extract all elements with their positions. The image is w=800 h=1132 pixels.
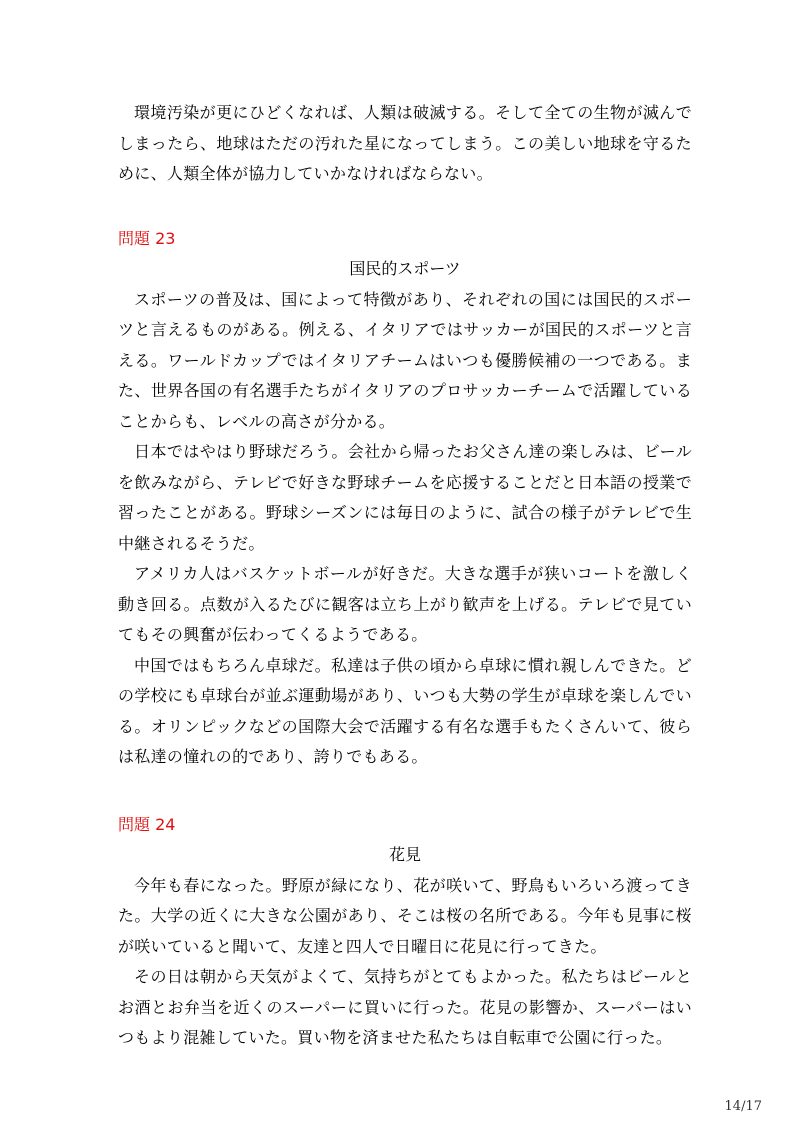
problem-label: 問題 24 xyxy=(118,814,176,834)
intro-paragraph: 環境汚染が更にひどくなれば、人類は破滅する。そして全ての生物が滅んでしまったら、地球はただの汚れた星になってしまう。この美しい地球を守るために、人類全体が協力していかなければならない。 xyxy=(118,103,692,183)
paragraph: アメリカ人はバスケットボールが好きだ。大きな選手が狭いコートを激しく動き回る。点数が入るたびに観客は立ち上がり歓声を上げる。テレビで見ていてもその興奮が伝わってくるようである。 xyxy=(118,564,692,644)
section-title: 花見 xyxy=(388,844,421,864)
section-problem-23 xyxy=(118,227,692,773)
problem-label: 問題 23 xyxy=(118,228,176,248)
paragraph: 日本ではやはり野球だろう。会社から帰ったお父さん達の楽しみは、ビールを飲みながら、テレビで好きな野球チームを応援することだと日本語の授業で習ったことがある。野球シーズンには毎日のように、試合の様子がテレビで生中継されるそうだ。 xyxy=(118,442,692,553)
paragraph: 今年も春になった。野原が緑になり、花が咲いて、野鳥もいろいろ渡ってきた。大学の近くに大きな公園があり、そこは桜の名所である。今年も見事に桜が咲いていると聞いて、友達と四人で日曜日に花見に行ってきた。 xyxy=(118,875,692,956)
page-number: 14/17 xyxy=(724,1099,762,1114)
section-problem-24 xyxy=(118,813,692,1054)
paragraph: その日は朝から天気がよくて、気持ちがとてもよかった。私たちはビールとお酒とお弁当を近くのスーパーに買いに行った。花見の影響か、スーパーはいつもより混雑していた。買い物を済ませた私たちは自転車で公園に行った。 xyxy=(118,967,692,1047)
document-body xyxy=(118,98,692,1094)
intro-block xyxy=(118,98,692,190)
paragraph: スポーツの普及は、国によって特徴があり、それぞれの国には国民的スポーツと言えるものがある。例える、イタリアではサッカーが国民的スポーツと言える。ワールドカップではイタリアチームはいつも優勝候補の一つである。また、世界各国の有名選手たちがイタリアのプロサッカーチームで活躍していることからも、レベルの高さが分かる。 xyxy=(118,289,692,431)
section-title: 国民的スポーツ xyxy=(349,258,461,278)
paragraph: 中国ではもちろん卓球だ。私達は子供の頃から卓球に慣れ親しんできた。どの学校にも卓球台が並ぶ運動場があり、いつも大勢の学生が卓球を楽しんでいる。オリンピックなどの国際大会で活躍する有名な選手もたくさんいて、彼らは私達の憧れの的であり、誇りでもある。 xyxy=(118,655,692,766)
